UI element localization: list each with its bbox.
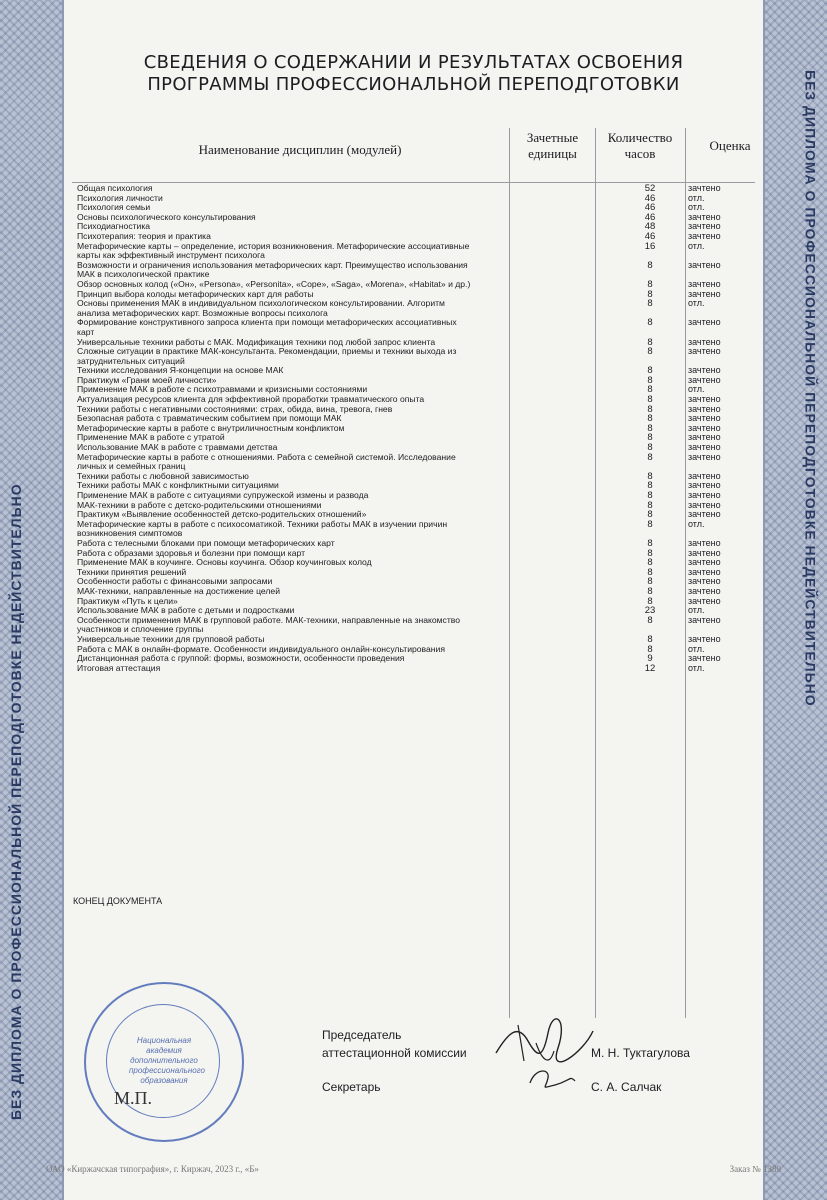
row-grade: отл. xyxy=(688,298,705,309)
row-name: Метафорические карты – определение, история возникновения. Метафорические ассоциативные карты как эффективный инструмент психолога xyxy=(77,240,470,261)
chair-role-line-1: Председатель xyxy=(322,1028,402,1042)
row-grade: зачтено xyxy=(688,585,721,596)
row-name: Итоговая аттестация xyxy=(77,662,161,673)
row-name: МАК-техники, направленные на достижение целей xyxy=(77,585,280,596)
row-grade: зачтено xyxy=(688,365,721,376)
row-name: Формирование конструктивного запроса клиента при помощи метафорических ассоциативных карт xyxy=(77,317,457,337)
row-hours: 8 xyxy=(647,643,653,655)
header-credits: Зачетные единицы xyxy=(526,130,579,161)
seal-place-label: М.П. xyxy=(114,1088,153,1108)
row-grade: отл. xyxy=(688,192,705,203)
end-of-document: КОНЕЦ ДОКУМЕНТА xyxy=(73,896,163,906)
table-row xyxy=(77,453,767,472)
row-grade: зачтено xyxy=(688,557,721,568)
row-hours: 8 xyxy=(647,585,653,597)
row-hours: 8 xyxy=(647,432,653,444)
row-hours: 46 xyxy=(644,230,656,242)
table-row xyxy=(77,664,767,674)
row-name: МАК-техники в работе с детско-родительскими отношениями xyxy=(77,499,322,510)
row-hours: 8 xyxy=(647,442,653,454)
row-hours: 8 xyxy=(647,451,653,463)
row-grade: зачтено xyxy=(688,633,721,644)
row-name: Обзор основных колод («Он», «Persona», «Personita», «Cope», «Saga», «Morena», «Habitat» и др.) xyxy=(77,278,471,289)
row-hours: 8 xyxy=(647,557,653,569)
row-name: Психология личности xyxy=(77,192,163,203)
row-name: Техники работы с негативными состояниями: страх, обида, вина, тревога, гнев xyxy=(77,403,393,414)
table-row xyxy=(77,318,767,337)
table-row xyxy=(77,616,767,635)
row-hours: 8 xyxy=(647,537,653,549)
row-hours: 8 xyxy=(647,614,653,626)
row-hours: 8 xyxy=(647,374,653,386)
row-grade: зачтено xyxy=(688,566,721,577)
row-name: Применение МАК в работе с ситуациями супружеской измены и развода xyxy=(77,490,369,500)
row-hours: 12 xyxy=(644,662,656,674)
row-grade: зачтено xyxy=(688,259,721,270)
table-row xyxy=(77,587,767,597)
secretary-role: Секретарь xyxy=(322,1080,381,1094)
row-grade: отл. xyxy=(688,662,705,673)
row-hours: 46 xyxy=(644,202,656,214)
row-hours: 8 xyxy=(647,470,653,482)
row-grade: отл. xyxy=(688,202,705,213)
header-discipline: Наименование дисциплин (модулей) xyxy=(198,142,402,157)
disciplines-table xyxy=(77,184,767,673)
security-border-left xyxy=(0,0,64,1200)
row-name: Техники работы с любовной зависимостью xyxy=(77,470,249,481)
row-name: Актуализация ресурсов клиента для эффективной проработки травматического опыта xyxy=(77,394,425,405)
row-grade: зачтено xyxy=(688,490,721,500)
row-grade: зачтено xyxy=(688,413,721,424)
secretary-signature xyxy=(520,1063,580,1093)
header-grade: Оценка xyxy=(709,138,751,153)
row-name: Метафорические карты в работе с внутриличностным конфликтом xyxy=(77,422,345,433)
chair-name: М. Н. Туктагулова xyxy=(591,1046,690,1060)
row-hours: 8 xyxy=(647,509,653,521)
header-hours: Количество часов xyxy=(607,130,673,161)
table-row xyxy=(77,347,767,366)
row-hours: 8 xyxy=(647,317,653,329)
row-hours: 8 xyxy=(647,413,653,425)
secretary-name: С. А. Салчак xyxy=(591,1080,662,1094)
security-border-right xyxy=(763,0,827,1200)
row-hours: 8 xyxy=(647,480,653,492)
title-line-2: ПРОГРАММЫ ПРОФЕССИОНАЛЬНОЙ ПЕРЕПОДГОТОВКИ xyxy=(147,74,680,95)
row-grade: зачтено xyxy=(688,221,721,232)
row-grade: зачтено xyxy=(688,442,721,453)
row-grade: отл. xyxy=(688,605,705,616)
row-name: Работа с образами здоровья и болезни при помощи карт xyxy=(77,547,306,558)
row-name: Психотерапия: теория и практика xyxy=(77,230,211,241)
row-hours: 8 xyxy=(647,518,653,530)
row-name: Метафорические карты в работе с психосоматикой. Техники работы МАК в изучении причин возникновения симптомов xyxy=(77,518,448,539)
row-name: Техники исследования Я-концепции на основе МАК xyxy=(77,365,284,376)
table-row xyxy=(77,261,767,280)
row-name: Использование МАК в работе с травмами детства xyxy=(77,442,278,453)
row-name: Дистанционная работа с группой: формы, возможности, особенности проведения xyxy=(77,653,405,664)
row-hours: 48 xyxy=(644,221,656,233)
row-grade: зачтено xyxy=(688,480,721,491)
table-row xyxy=(77,242,767,261)
row-hours: 8 xyxy=(647,422,653,434)
row-name: Практикум «Грани моей личности» xyxy=(77,374,217,385)
border-caption-right: БЕЗ ДИПЛОМА О ПРОФЕССИОНАЛЬНОЙ ПЕРЕПОДГОТОВКЕ НЕДЕЙСТВИТЕЛЬНО xyxy=(803,70,819,707)
row-grade: зачтено xyxy=(688,422,721,433)
row-name: Психология семьи xyxy=(77,202,151,213)
row-name: Принцип выбора колоды метафорических карт для работы xyxy=(77,288,314,299)
table-row xyxy=(77,520,767,539)
row-name: Психодиагностика xyxy=(77,221,151,232)
row-name: Универсальные техники работы с МАК. Модификация техники под любой запрос клиента xyxy=(77,336,436,347)
row-hours: 8 xyxy=(647,288,653,300)
printer-note: ОАО «Киржачская типография», г. Киржач, 2023 г., «Б» xyxy=(46,1164,259,1174)
row-grade: зачтено xyxy=(688,537,721,548)
row-hours: 8 xyxy=(647,346,653,358)
row-hours: 8 xyxy=(647,499,653,511)
row-hours: 8 xyxy=(647,394,653,406)
row-hours: 46 xyxy=(644,192,656,204)
row-name: Основы применения МАК в индивидуальном психологическом консультировании. Алгоритм анализа метафорических карт. Возможные вопросы психолога xyxy=(77,298,445,318)
row-hours: 8 xyxy=(647,566,653,578)
row-grade: зачтено xyxy=(688,614,721,625)
row-hours: 8 xyxy=(647,547,653,559)
table-row xyxy=(77,654,767,664)
title-line-1: СВЕДЕНИЯ О СОДЕРЖАНИИ И РЕЗУЛЬТАТАХ ОСВОЕНИЯ xyxy=(143,52,684,73)
table-row xyxy=(77,299,767,318)
row-grade: зачтено xyxy=(688,653,721,664)
row-hours: 9 xyxy=(647,653,653,665)
row-name: Универсальные техники для групповой работы xyxy=(77,633,265,644)
row-grade: отл. xyxy=(688,240,705,251)
seal-text: Национальная академия дополнительного профессионального образования xyxy=(129,1036,205,1085)
row-hours: 8 xyxy=(647,633,653,645)
row-name: Общая психология xyxy=(77,183,153,193)
row-grade: зачтено xyxy=(688,499,721,510)
row-hours: 52 xyxy=(644,183,656,194)
row-name: Техники принятия решений xyxy=(77,566,187,577)
row-grade: зачтено xyxy=(688,451,721,462)
row-hours: 8 xyxy=(647,259,653,271)
row-grade: зачтено xyxy=(688,211,721,222)
row-hours: 46 xyxy=(644,211,656,223)
document-title xyxy=(80,52,747,96)
row-hours: 8 xyxy=(647,365,653,377)
row-grade: зачтено xyxy=(688,317,721,328)
row-hours: 8 xyxy=(647,490,653,501)
row-name: Техники работы МАК с конфликтными ситуациями xyxy=(77,480,279,491)
row-hours: 8 xyxy=(647,278,653,290)
table-row xyxy=(77,194,767,204)
row-name: Метафорические карты в работе с отношениями. Работа с семейной системой. Исследование личных и семейных границ xyxy=(77,451,456,472)
row-grade: зачтено xyxy=(688,288,721,299)
row-grade: отл. xyxy=(688,643,705,654)
row-grade: зачтено xyxy=(688,336,721,347)
row-hours: 8 xyxy=(647,576,653,588)
row-grade: зачтено xyxy=(688,547,721,558)
row-name: Работа с МАК в онлайн-формате. Особенности индивидуального онлайн-консультирования xyxy=(77,643,445,654)
row-name: Безопасная работа с травматическим событием при помощи МАК xyxy=(77,413,342,424)
row-name: Работа с телесными блоками при помощи метафорических карт xyxy=(77,537,335,548)
row-grade: зачтено xyxy=(688,595,721,606)
row-hours: 8 xyxy=(647,298,653,310)
row-grade: зачтено xyxy=(688,403,721,414)
order-number: Заказ № 1389 xyxy=(729,1164,781,1174)
row-name: Практикум «Путь к цели» xyxy=(77,595,178,606)
row-grade: зачтено xyxy=(688,278,721,289)
official-seal xyxy=(84,982,244,1142)
row-name: Основы психологического консультирования xyxy=(77,211,256,222)
row-name: Особенности работы с финансовыми запросами xyxy=(77,576,273,587)
row-grade: отл. xyxy=(688,384,705,395)
row-hours: 8 xyxy=(647,595,653,607)
row-name: Практикум «Выявление особенностей детско-родительских отношений» xyxy=(77,509,367,520)
row-grade: зачтено xyxy=(688,394,721,405)
row-name: Возможности и ограничения использования метафорических карт. Преимущество использования МАК в психологической практике xyxy=(77,259,468,280)
row-grade: зачтено xyxy=(688,346,721,357)
table-row xyxy=(77,213,767,223)
row-grade: зачтено xyxy=(688,576,721,587)
row-name: Применение МАК в работе с психотравмами и кризисными состояниями xyxy=(77,384,368,395)
row-hours: 23 xyxy=(644,605,656,617)
chair-role-line-2: аттестационной комиссии xyxy=(322,1046,467,1060)
row-grade: зачтено xyxy=(688,509,721,520)
row-grade: отл. xyxy=(688,518,705,529)
border-caption-left: БЕЗ ДИПЛОМА О ПРОФЕССИОНАЛЬНОЙ ПЕРЕПОДГОТОВКЕ НЕДЕЙСТВИТЕЛЬНО xyxy=(8,483,24,1120)
table-row xyxy=(77,184,767,194)
row-name: Применение МАК в коучинге. Основы коучинга. Обзор коучинговых колод xyxy=(77,557,372,568)
row-grade: зачтено xyxy=(688,374,721,385)
row-hours: 8 xyxy=(647,384,653,396)
row-grade: зачтено xyxy=(688,183,721,193)
row-hours: 8 xyxy=(647,336,653,348)
row-grade: зачтено xyxy=(688,470,721,481)
row-hours: 8 xyxy=(647,403,653,415)
row-name: Применение МАК в работе с утратой xyxy=(77,432,225,443)
row-name: Особенности применения МАК в групповой работе. МАК-техники, направленные на знакомство участников и сплочение группы xyxy=(77,614,461,635)
row-hours: 16 xyxy=(644,240,656,252)
row-name: Сложные ситуации в практике МАК-консультанта. Рекомендации, приемы и техники выхода из затруднительных ситуаций xyxy=(77,346,457,366)
row-name: Использование МАК в работе с детьми и подростками xyxy=(77,605,295,616)
row-grade: зачтено xyxy=(688,432,721,443)
row-grade: зачтено xyxy=(688,230,721,241)
